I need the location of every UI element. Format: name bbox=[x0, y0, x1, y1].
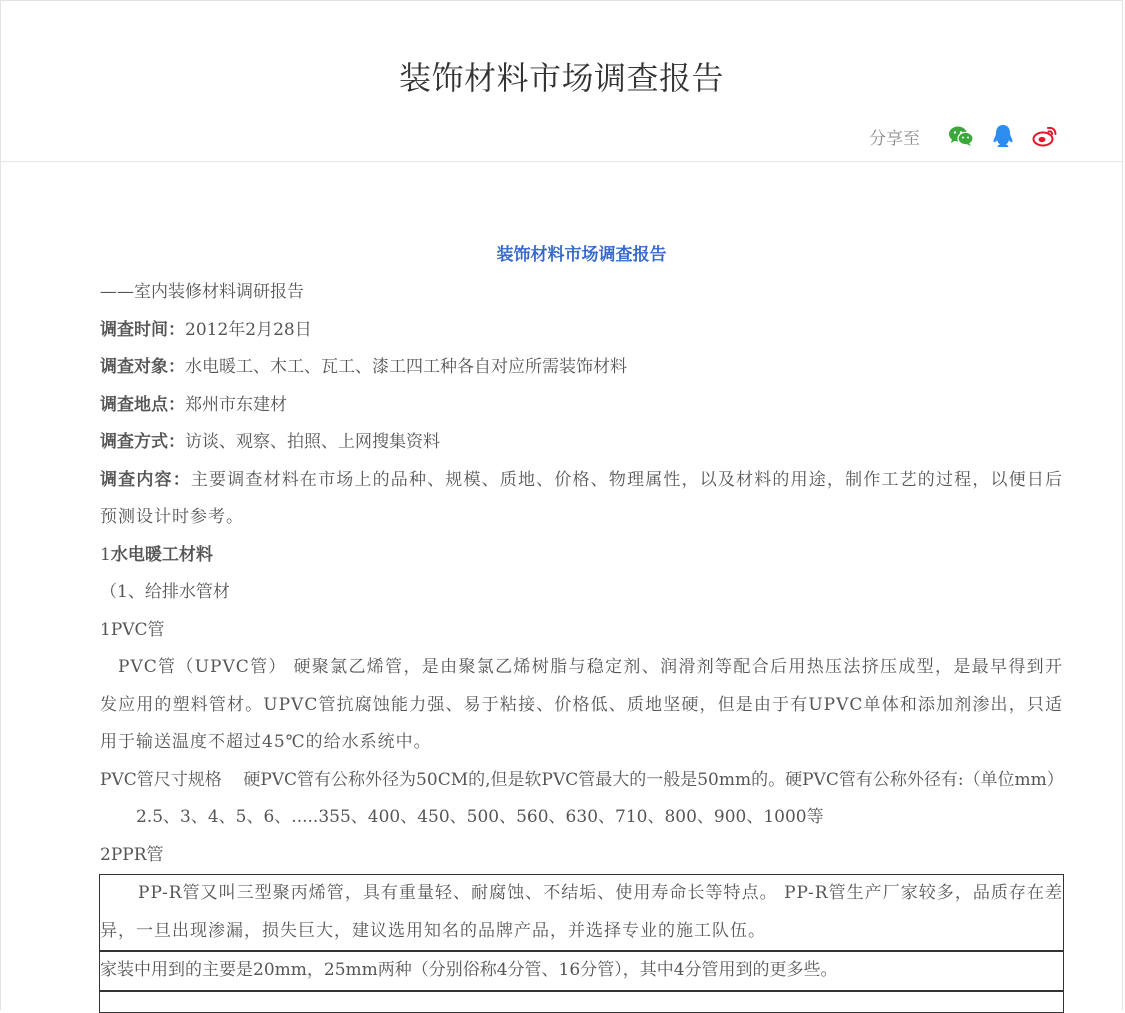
field-label: 调查内容： bbox=[100, 469, 191, 490]
header bbox=[1, 1, 1122, 162]
pvc-paragraph: PVC管（UPVC管） 硬聚氯乙烯管，是由聚氯乙烯树脂与稳定剂、润滑剂等配合后用热压法挤压成型，是最早得到开发应用的塑料管材。UPVC管抗腐蚀能力强、易于粘接、价格低、质地坚硬，但是由于有UPVC单体和添加剂渗出，只适用于输送温度不超过45℃的给水系统中。 bbox=[100, 657, 1063, 752]
field-value: 访谈、观察、拍照、上网搜集资料 bbox=[185, 432, 440, 452]
survey-subject bbox=[100, 349, 1063, 387]
field-label: 调查地点： bbox=[100, 394, 185, 415]
field-value: 水电暖工、木工、瓦工、漆工四工种各自对应所需装饰材料 bbox=[185, 357, 627, 377]
survey-method bbox=[100, 424, 1063, 462]
survey-content bbox=[100, 462, 1063, 537]
pvc-title: 1PVC管 bbox=[100, 619, 165, 640]
subsection-pipes: （1、给排水管材 bbox=[100, 582, 230, 602]
section-title-text: 水电暖工材料 bbox=[110, 544, 213, 565]
ppr-cell-empty bbox=[100, 992, 1063, 1012]
field-value: 2012年2月28日 bbox=[185, 319, 312, 340]
field-label: 调查时间： bbox=[100, 319, 185, 340]
field-label: 调查方式： bbox=[100, 432, 185, 452]
share-bar bbox=[869, 121, 1060, 151]
article-subtitle: ——室内装修材料调研报告 bbox=[100, 282, 304, 302]
field-label: 调查对象： bbox=[100, 357, 185, 377]
wechat-share-button[interactable] bbox=[946, 121, 976, 151]
field-value: 主要调查材料在市场上的品种、规模、质地、价格、物理属性，以及材料的用途，制作工艺的过程，以便日后预测设计时参考。 bbox=[100, 469, 1064, 527]
weibo-share-button[interactable] bbox=[1030, 121, 1060, 151]
pvc-size-line: PVC管尺寸规格 硬PVC管有公称外径为50CM的,但是软PVC管最大的一般是50mm的。硬PVC管有公称外径有:（单位mm） bbox=[100, 769, 1064, 790]
ppr-cell-description bbox=[100, 875, 1063, 952]
page-title: 装饰材料市场调查报告 bbox=[398, 59, 724, 97]
survey-time bbox=[100, 312, 1063, 350]
weibo-icon bbox=[1032, 125, 1058, 147]
article-heading: 装饰材料市场调查报告 bbox=[496, 245, 667, 265]
ppr-title: 2PPR管 bbox=[100, 844, 164, 865]
qq-share-button[interactable] bbox=[988, 121, 1018, 151]
section-1-title bbox=[100, 537, 1063, 575]
ppr-paragraph: PP-R管又叫三型聚丙烯管，具有重量轻、耐腐蚀、不结垢、使用寿命长等特点。 PP-R管生产厂家较多，品质存在差异，一旦出现渗漏，损失巨大，建议选用知名的品牌产品，并选择专业的施工队伍。 bbox=[100, 883, 1063, 941]
article-body bbox=[100, 237, 1063, 1013]
share-label: 分享至 bbox=[869, 128, 920, 149]
ppr-cell-home bbox=[100, 952, 1063, 992]
qq-icon bbox=[992, 124, 1014, 148]
survey-location bbox=[100, 387, 1063, 425]
ppr-home-line: 家装中用到的主要是20mm，25mm两种（分别俗称4分管、16分管），其中4分管用到的更多些。 bbox=[100, 960, 838, 980]
section-number: 1 bbox=[100, 544, 111, 565]
pvc-size-list: 2.5、3、4、5、6、.....355、400、450、500、560、630、710、800、900、1000等 bbox=[136, 807, 824, 827]
field-value: 郑州市东建材 bbox=[185, 394, 287, 415]
ppr-table bbox=[99, 874, 1064, 1013]
wechat-icon bbox=[948, 125, 974, 147]
